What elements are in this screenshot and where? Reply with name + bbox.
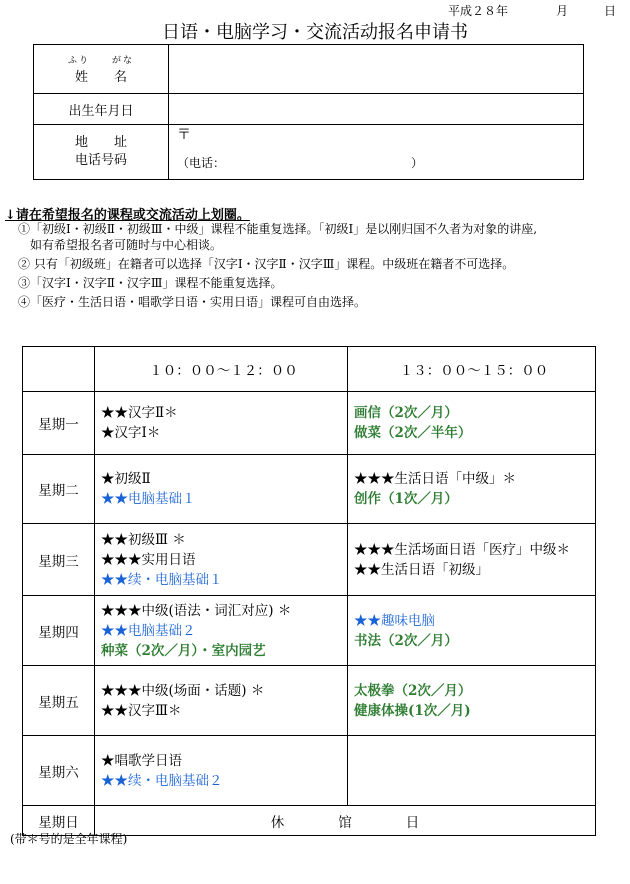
instructions-heading: ↓请在希望报名的课程或交流活动上划圈。 bbox=[5, 208, 250, 223]
course-item: ★初级Ⅱ bbox=[101, 471, 151, 487]
instruction-item: ①「初级Ⅰ・初级Ⅱ・初级Ⅲ・中级」课程不能重复选择。「初级Ⅰ」是以刚归国不久者为对象的讲座, bbox=[18, 222, 538, 236]
time-am-header: １０：００～１２：００ bbox=[95, 347, 348, 392]
pm-cell bbox=[348, 596, 596, 666]
course-item: ★汉字Ⅰ＊ bbox=[101, 425, 161, 441]
pm-cell bbox=[348, 524, 596, 596]
page-title: 日语・电脑学习・交流活动报名申请书 bbox=[162, 22, 468, 43]
course-item: ★唱歌学日语 bbox=[101, 752, 182, 769]
course-item: ★★电脑基础１ bbox=[101, 491, 196, 507]
course-item: ★★★生活场面日语「医疗」中级＊ bbox=[354, 541, 570, 558]
course-item: ★★汉字Ⅲ＊ bbox=[101, 702, 182, 719]
schedule-table bbox=[22, 346, 596, 836]
birth-label: 出生年月日 bbox=[34, 94, 169, 125]
day-label: 星期日 bbox=[23, 806, 95, 836]
instruction-item: ④「医疗・生活日语・唱歌学日语・实用日语」课程可自由选择。 bbox=[18, 295, 367, 309]
time-pm-header: １３：００～１５：００ bbox=[348, 347, 596, 392]
day-label: 星期五 bbox=[23, 666, 95, 736]
day-label: 星期四 bbox=[23, 596, 95, 666]
course-item: 画信（2次／月） bbox=[354, 405, 458, 421]
name-label: 姓 名 bbox=[74, 70, 127, 85]
am-cell bbox=[95, 392, 348, 455]
course-item: ★★★中级(语法・词汇对应) ＊ bbox=[101, 602, 292, 619]
am-cell bbox=[95, 736, 348, 806]
am-cell bbox=[95, 524, 348, 596]
birth-field[interactable] bbox=[169, 94, 584, 125]
course-item: ★★续・电脑基础２ bbox=[101, 772, 223, 789]
course-item: ★★续・电脑基础１ bbox=[101, 571, 223, 588]
instruction-item: ② 只有「初级班」在籍者可以选择「汉字Ⅰ・汉字Ⅱ・汉字Ⅲ」课程。中级班在籍者不可选择。 bbox=[18, 257, 515, 271]
application-form bbox=[33, 44, 584, 180]
name-field[interactable] bbox=[169, 45, 584, 94]
footnote: (带＊号的是全年课程) bbox=[10, 832, 128, 846]
date-line: 平成２８年 月 日 bbox=[447, 4, 616, 18]
course-item: 健康体操(1次／月) bbox=[354, 702, 471, 719]
pm-cell bbox=[348, 736, 596, 806]
am-cell bbox=[95, 596, 348, 666]
instruction-item: ③「汉字Ⅰ・汉字Ⅱ・汉字Ⅲ」课程不能重复选择。 bbox=[18, 276, 283, 290]
corner-cell bbox=[23, 347, 95, 392]
course-item: 种菜（2次／月）・室内园艺 bbox=[101, 642, 266, 659]
am-cell bbox=[95, 455, 348, 524]
address-field[interactable] bbox=[169, 125, 584, 180]
pm-cell bbox=[348, 666, 596, 736]
course-item: 做菜（2次／半年） bbox=[354, 425, 472, 441]
course-item: 太极拳（2次／月） bbox=[354, 682, 472, 699]
course-item: ★★★实用日语 bbox=[101, 551, 196, 568]
course-item: 书法（2次／月） bbox=[354, 632, 458, 649]
course-item: ★★★生活日语「中级」＊ bbox=[354, 471, 516, 487]
course-item: ★★趣味电脑 bbox=[354, 612, 435, 629]
course-item: ★★电脑基础２ bbox=[101, 622, 196, 639]
address-label-cell bbox=[34, 125, 169, 180]
course-item: ★★汉字Ⅱ＊ bbox=[101, 405, 178, 421]
course-item: ★★★中级(场面・话题) ＊ bbox=[101, 682, 265, 699]
day-label: 星期三 bbox=[23, 524, 95, 596]
name-ruby: ふり がな bbox=[67, 56, 134, 66]
address-label: 地 址 bbox=[74, 135, 127, 150]
instruction-item: 如有希望报名者可随时与中心相谈。 bbox=[18, 238, 223, 252]
course-item: 创作（1次／月） bbox=[354, 491, 458, 507]
day-label: 星期一 bbox=[23, 392, 95, 455]
day-label: 星期二 bbox=[23, 455, 95, 524]
am-cell bbox=[95, 666, 348, 736]
phone-label: 电话号码 bbox=[74, 153, 127, 168]
course-item: ★★初级Ⅲ ＊ bbox=[101, 531, 186, 548]
course-item: ★★生活日语「初级」 bbox=[354, 561, 489, 578]
phone-field: （电话： ） bbox=[177, 156, 424, 170]
pm-cell bbox=[348, 455, 596, 524]
day-label: 星期六 bbox=[23, 736, 95, 806]
pm-cell bbox=[348, 392, 596, 455]
name-label-cell bbox=[34, 45, 169, 94]
closed-notice: 休 馆 日 bbox=[95, 806, 596, 836]
postal-mark: 〒 bbox=[177, 127, 191, 143]
